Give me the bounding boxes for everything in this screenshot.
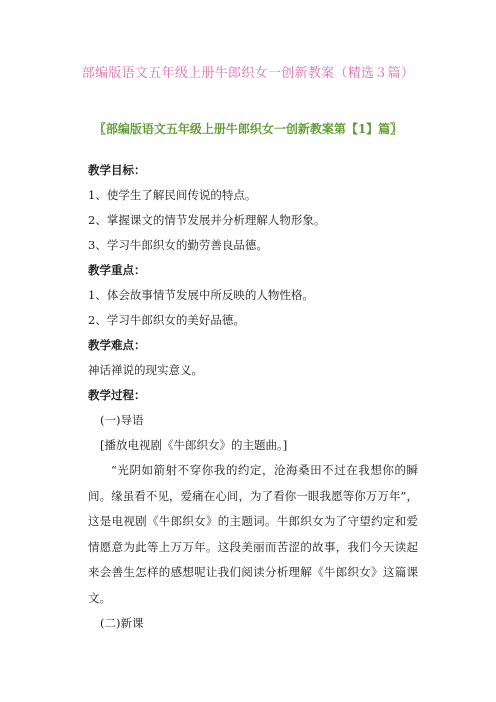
process-step-1: (一)导语 [100, 413, 144, 427]
process-step-1-paragraph: “光阴如箭射不穿你我的约定，沧海桑田不过在我想你的瞬间。缘虽看不见，爱痛在心间，为了看你一眼我愿等你万万年”，这是电视剧《牛郎织女》的主题词。牛郎织女为了守望约定和爱情愿意为此等上万万年。这段美丽而苦涩的故事，我们今天读起来会善生怎样的感想呢让我们阅读分析理解《牛郎织女》这篇课文。 [88, 463, 418, 605]
document-title: 部编版语文五年级上册牛郎织女一创新教案（精选３篇） [81, 66, 415, 81]
key-point-item: 2、学习牛郎织女的美好品德。 [88, 313, 245, 327]
key-points-heading: 教学重点： [88, 263, 146, 277]
document-body [88, 158, 418, 636]
process-step-2: (二)新课 [100, 616, 144, 630]
difficulty-text: 神话禅说的现实意义。 [88, 363, 203, 377]
difficulty-heading: 教学难点： [88, 338, 146, 352]
objective-item: 2、掌握课文的情节发展并分析理解人物形象。 [88, 213, 326, 227]
process-heading: 教学过程： [88, 388, 146, 402]
objective-item: 3、学习牛郎织女的勤劳善良品德。 [88, 238, 268, 252]
objective-item: 1、使学生了解民间传说的特点。 [88, 188, 257, 202]
section-title: 〖部编版语文五年级上册牛郎织女一创新教案第【1】篇〗 [93, 122, 403, 136]
process-step-1-note: [播放电视剧《牛郎织女》的主题曲。] [100, 438, 288, 452]
objectives-heading: 教学目标： [88, 163, 146, 177]
key-point-item: 1、体会故事情节发展中所反映的人物性格。 [88, 288, 314, 302]
